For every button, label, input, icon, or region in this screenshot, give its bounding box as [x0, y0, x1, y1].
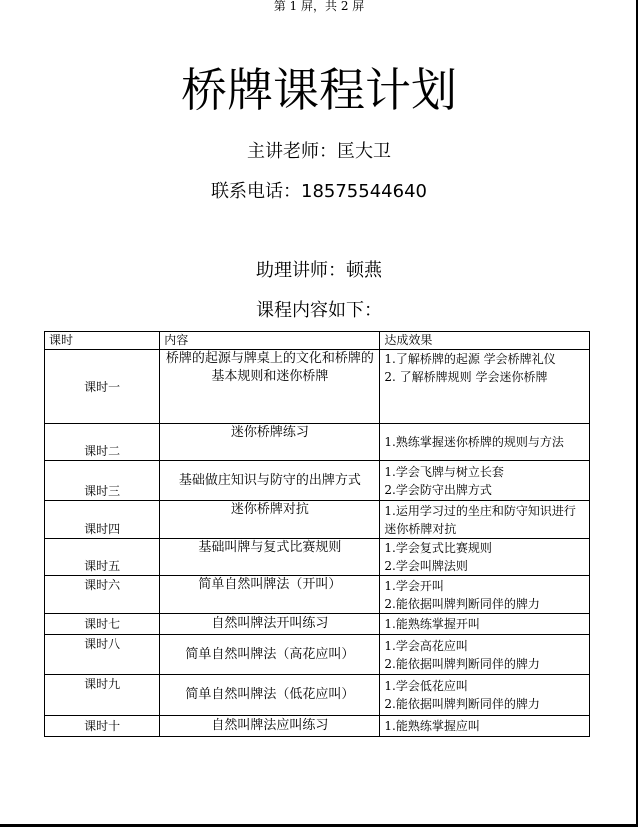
lesson-cell: 课时五 — [45, 539, 160, 576]
table-row — [45, 614, 590, 635]
content-cell: 简单自然叫牌法（开叫） — [160, 576, 380, 614]
assistant-line: 助理讲师：顿燕 — [256, 260, 382, 281]
lesson-cell: 课时七 — [45, 614, 160, 635]
content-cell: 迷你桥牌对抗 — [160, 501, 380, 539]
table-header-row — [45, 332, 590, 350]
effect-line: 1.学会开叫 — [384, 578, 444, 593]
effect-line: 1.运用学习过的坐庄和防守知识进行迷你桥牌对抗 — [384, 503, 576, 536]
lesson-cell: 课时九 — [45, 675, 160, 716]
effect-cell — [380, 614, 590, 635]
lesson-cell: 课时三 — [45, 461, 160, 501]
effect-line: 2.能依据叫牌判断同伴的牌力 — [384, 697, 540, 711]
effect-line: 1.熟练掌握迷你桥牌的规则与方法 — [384, 435, 564, 449]
effect-line: 1.学会高花应叫 — [384, 638, 468, 653]
table-row — [45, 716, 590, 737]
effect-cell — [380, 635, 590, 675]
table-row — [45, 635, 590, 675]
effect-line: 1.学会复式比赛规则 — [384, 541, 492, 555]
course-table — [44, 331, 590, 737]
table-row — [45, 539, 590, 576]
page-indicator: 第 1 屏，共 2 屏 — [273, 0, 365, 13]
content-cell: 简单自然叫牌法（低花应叫） — [160, 675, 380, 716]
table-row — [45, 576, 590, 614]
effect-cell — [380, 461, 590, 501]
effect-cell — [380, 501, 590, 539]
effect-line: 2.能依据叫牌判断同伴的牌力 — [384, 656, 540, 671]
effect-line: 2.学会叫牌法则 — [384, 559, 468, 573]
lesson-cell: 课时一 — [45, 350, 160, 424]
content-cell: 迷你桥牌练习 — [160, 424, 380, 461]
lesson-cell: 课时八 — [45, 635, 160, 675]
table-row — [45, 501, 590, 539]
effect-line: 1.学会飞牌与树立长套 — [384, 464, 504, 479]
content-cell: 桥牌的起源与牌桌上的文化和桥牌的基本规则和迷你桥牌 — [160, 350, 380, 424]
table-row — [45, 350, 590, 424]
content-cell: 基础叫牌与复式比赛规则 — [160, 539, 380, 576]
page-title: 桥牌课程计划 — [181, 63, 457, 117]
content-cell: 简单自然叫牌法（高花应叫） — [160, 635, 380, 675]
effect-cell — [380, 576, 590, 614]
effect-cell — [380, 539, 590, 576]
effect-line: 2.学会防守出牌方式 — [384, 482, 492, 497]
table-row — [45, 461, 590, 501]
effect-line: 1.了解桥牌的起源 学会桥牌礼仪 — [384, 352, 556, 366]
header-lesson: 课时 — [45, 332, 160, 350]
effect-cell — [380, 424, 590, 461]
content-cell: 基础做庄知识与防守的出牌方式 — [160, 461, 380, 501]
effect-line: 1.能熟练掌握应叫 — [384, 719, 480, 733]
lesson-cell: 课时四 — [45, 501, 160, 539]
header-effect: 达成效果 — [380, 332, 590, 350]
effect-cell — [380, 350, 590, 424]
effect-cell — [380, 716, 590, 737]
content-cell: 自然叫牌法开叫练习 — [160, 614, 380, 635]
header-content: 内容 — [160, 332, 380, 350]
effect-line: 2. 了解桥牌规则 学会迷你桥牌 — [384, 370, 548, 384]
effect-line: 1.学会低花应叫 — [384, 679, 468, 693]
intro-line: 课程内容如下： — [256, 300, 382, 321]
lesson-cell: 课时六 — [45, 576, 160, 614]
lesson-cell: 课时十 — [45, 716, 160, 737]
table-row — [45, 675, 590, 716]
lesson-cell: 课时二 — [45, 424, 160, 461]
effect-line: 2.能依据叫牌判断同伴的牌力 — [384, 596, 540, 611]
table-row — [45, 424, 590, 461]
effect-cell — [380, 675, 590, 716]
phone-line: 联系电话：18575544640 — [211, 181, 427, 202]
instructor-line: 主讲老师：匡大卫 — [247, 141, 391, 162]
effect-line: 1.能熟练掌握开叫 — [384, 617, 480, 631]
content-cell: 自然叫牌法应叫练习 — [160, 716, 380, 737]
